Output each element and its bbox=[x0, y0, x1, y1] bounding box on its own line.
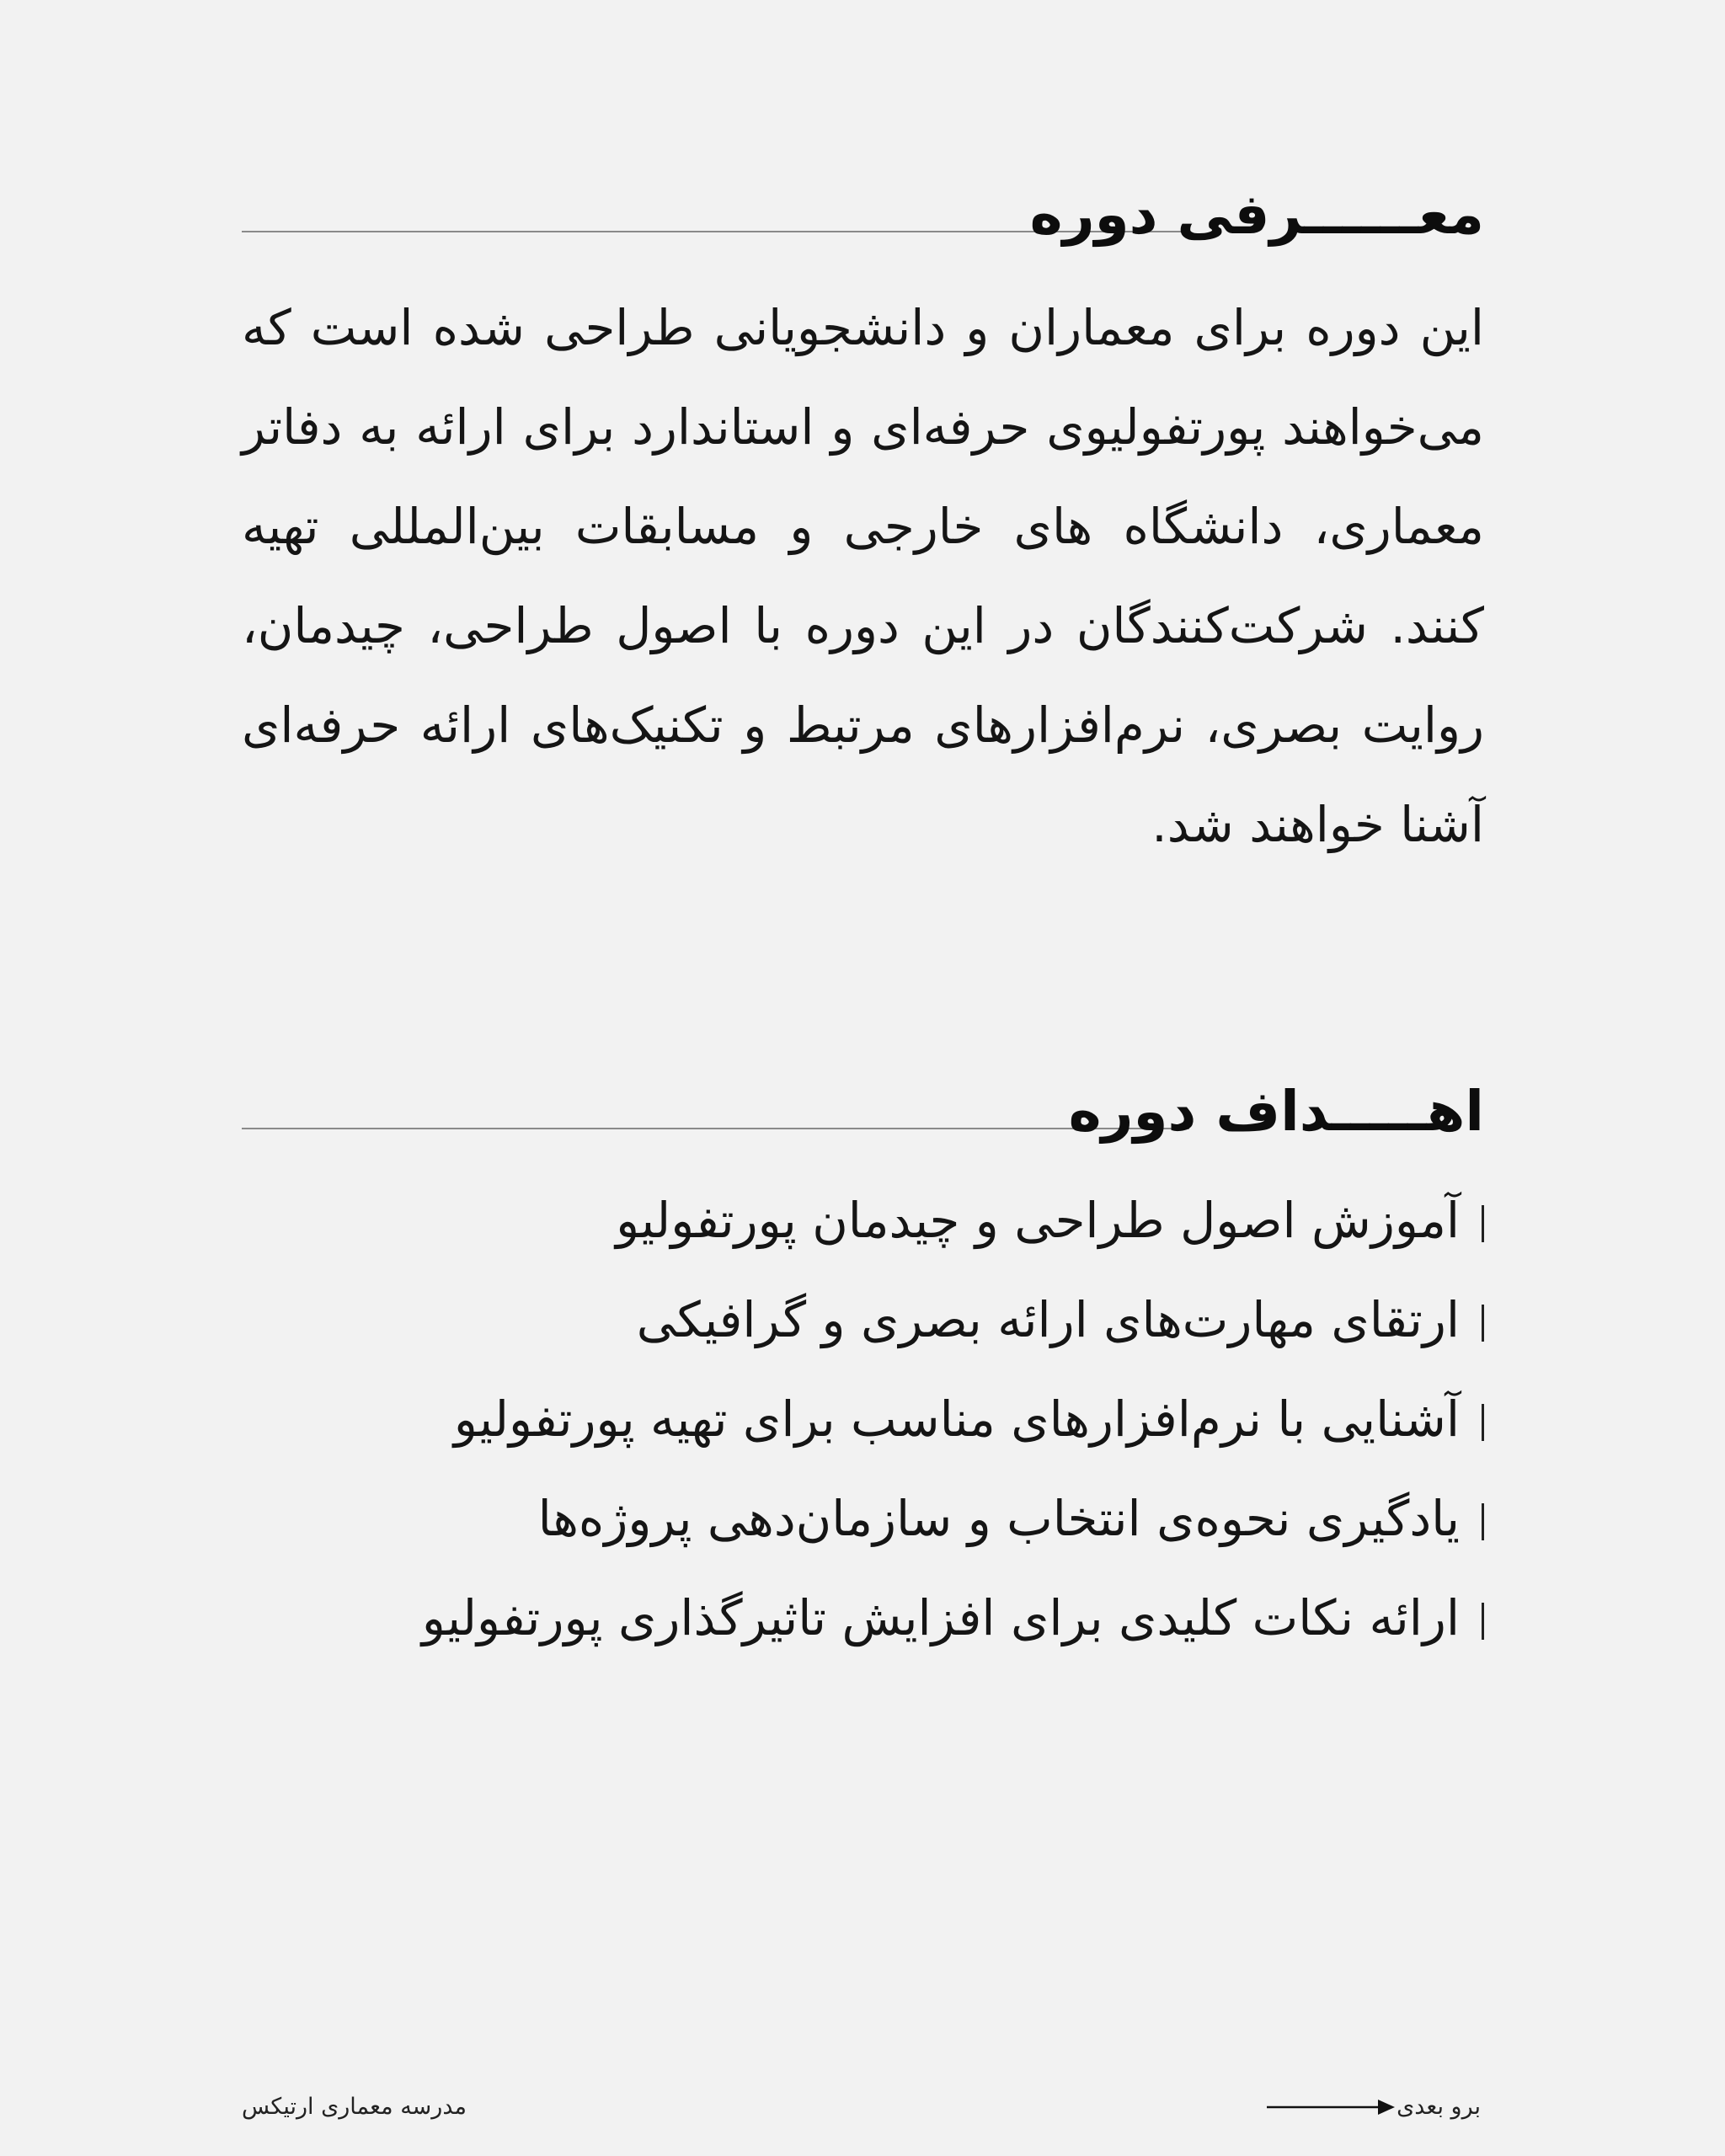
next-label: برو بعدی bbox=[1397, 2094, 1481, 2120]
header-rule bbox=[242, 1128, 1189, 1129]
section-header-goals bbox=[242, 1074, 1484, 1150]
school-name: مدرسه معماری ارتیکس bbox=[242, 2094, 467, 2120]
next-link[interactable] bbox=[1262, 2090, 1481, 2124]
section-header-intro bbox=[242, 177, 1484, 253]
goal-text: ارائه نکات کلیدی برای افزایش تاثیرگذاری پورتفولیو bbox=[421, 1589, 1460, 1646]
goal-text: آموزش اصول طراحی و چیدمان پورتفولیو bbox=[616, 1192, 1460, 1249]
bullet-bar-icon bbox=[1482, 1503, 1484, 1540]
goals-list bbox=[242, 1171, 1484, 1668]
goal-item bbox=[242, 1568, 1484, 1668]
bullet-bar-icon bbox=[1482, 1603, 1484, 1640]
intro-paragraph: این دوره برای معماران و دانشجویانی طراحی شده است که می‌خواهند پورتفولیوی حرفه‌ای و استاندارد برای ارائه به دفاتر معماری، دانشگاه های خارجی و مسابقات بین‌المللی تهیه کنند. شرکت‌کنندگان در این دوره با اصول طراحی، چیدمان، روایت بصری، نرم‌افزارهای مرتبط و تکنیک‌های ارائه حرفه‌ای آشنا خواهند شد. bbox=[242, 299, 1484, 853]
bullet-bar-icon bbox=[1482, 1205, 1484, 1242]
goal-item bbox=[242, 1270, 1484, 1369]
goal-text: ارتقای مهارت‌های ارائه بصری و گرافیکی bbox=[636, 1291, 1460, 1348]
goal-text: یادگیری نحوه‌ی انتخاب و سازمان‌دهی پروژه‌ها bbox=[537, 1490, 1460, 1547]
goal-item bbox=[242, 1369, 1484, 1469]
arrow-left-icon bbox=[1262, 2090, 1397, 2124]
bullet-bar-icon bbox=[1482, 1305, 1484, 1342]
goal-item bbox=[242, 1171, 1484, 1270]
goal-item bbox=[242, 1469, 1484, 1568]
goal-text: آشنایی با نرم‌افزارهای مناسب برای تهیه پورتفولیو bbox=[453, 1390, 1460, 1448]
goals-title: اهـــــداف دوره bbox=[1068, 1079, 1484, 1144]
intro-title: معــــــرفی دوره bbox=[1029, 182, 1484, 247]
bullet-bar-icon bbox=[1482, 1404, 1484, 1441]
